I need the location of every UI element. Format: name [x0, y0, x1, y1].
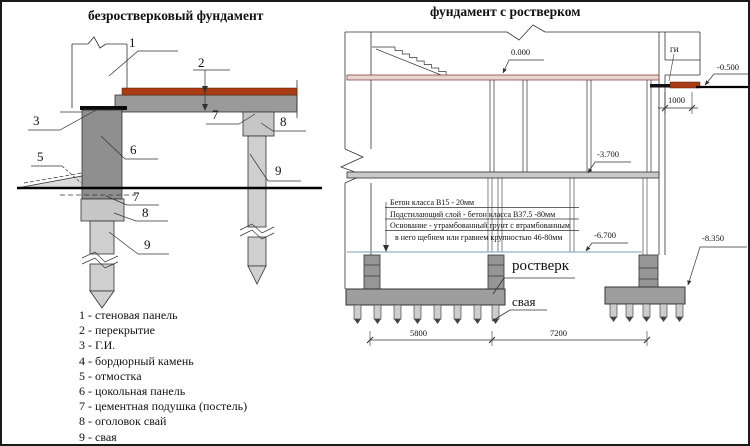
- waterproofing-strip: [80, 106, 127, 110]
- building-section-walls: [341, 25, 700, 289]
- dimension-1000: 1000: [668, 95, 685, 105]
- legend-item: 6 - цокольная панель: [79, 384, 186, 399]
- legend-item: 9 - свая: [79, 429, 117, 444]
- legend-item: 5 - отмостка: [79, 368, 142, 383]
- callout-1: 1: [129, 35, 136, 50]
- callout-2: 2: [198, 55, 205, 70]
- grillage-right: [605, 287, 685, 304]
- callout-8-upper: 8: [280, 114, 287, 129]
- ground-storey-columns: [490, 80, 651, 172]
- floor-slab-0000: [347, 75, 659, 80]
- pile-cap-right: [243, 112, 274, 136]
- right-foundation-drawing: [341, 25, 748, 346]
- floor-slab-minus-3700: [347, 172, 659, 178]
- right-drawing-title: фундамент с ростверком: [430, 4, 581, 19]
- note-line-2: Подстилающий слой - бетон класса В37.5 -80мм: [390, 209, 556, 219]
- callout-7-lower: 7: [133, 189, 140, 204]
- legend-item: 8 - оголовок свай: [79, 414, 167, 429]
- stairs: [372, 47, 451, 79]
- floor-finish: [122, 88, 297, 95]
- callout-8-lower: 8: [142, 205, 149, 220]
- elevation-0000: 0.000: [511, 47, 531, 57]
- column-pedestals: [364, 255, 658, 289]
- piles-row-right: [610, 304, 683, 322]
- legend: [79, 308, 247, 445]
- grillage-left: [346, 289, 505, 305]
- legend-item: 7 - цементная подушка (постель): [79, 399, 248, 414]
- legend-item: 3 - Г.И.: [79, 338, 116, 353]
- pile-cap-left: [81, 199, 124, 221]
- elevation-minus-6700: -6.700: [594, 230, 616, 240]
- left-drawing-title: безростверковый фундамент: [88, 8, 264, 23]
- grillage-label: ростверк: [512, 258, 570, 274]
- callout-5: 5: [37, 149, 44, 164]
- elevation-minus-0500: -0.500: [717, 62, 739, 72]
- waterproofing-label: ги: [670, 44, 679, 54]
- legend-item: 4 - бордюрный камень: [79, 353, 194, 368]
- note-line-3: Основание - утрамбованный грунт с втрамбованным: [390, 221, 570, 230]
- callout-9-lower: 9: [144, 237, 151, 252]
- pile-right: [240, 112, 274, 284]
- pile-left: [81, 199, 124, 308]
- legend-item: 1 - стеновая панель: [79, 308, 178, 322]
- note-line-4: в него щебнем или гравием крупностью 46-80мм: [395, 232, 563, 242]
- dimension-7200: 7200: [550, 328, 567, 338]
- waterproofing-strip: [650, 84, 670, 88]
- pile-label: свая: [512, 294, 536, 309]
- legend-item: 2 - перекрытие: [79, 323, 155, 338]
- callout-9-upper: 9: [275, 163, 282, 178]
- elevation-minus-8350: -8.350: [702, 233, 724, 243]
- elevation-minus-3700: -3.700: [597, 149, 619, 159]
- dimension-5800: 5800: [410, 328, 427, 338]
- note-line-1: Бетон класса В15 - 20мм: [390, 198, 475, 207]
- plinth-panel: [82, 110, 122, 199]
- piles-row-left: [354, 305, 499, 324]
- callout-6: 6: [130, 142, 137, 157]
- blind-area-strip: [670, 82, 700, 88]
- callout-7-upper: 7: [212, 107, 219, 122]
- callout-3: 3: [33, 113, 40, 128]
